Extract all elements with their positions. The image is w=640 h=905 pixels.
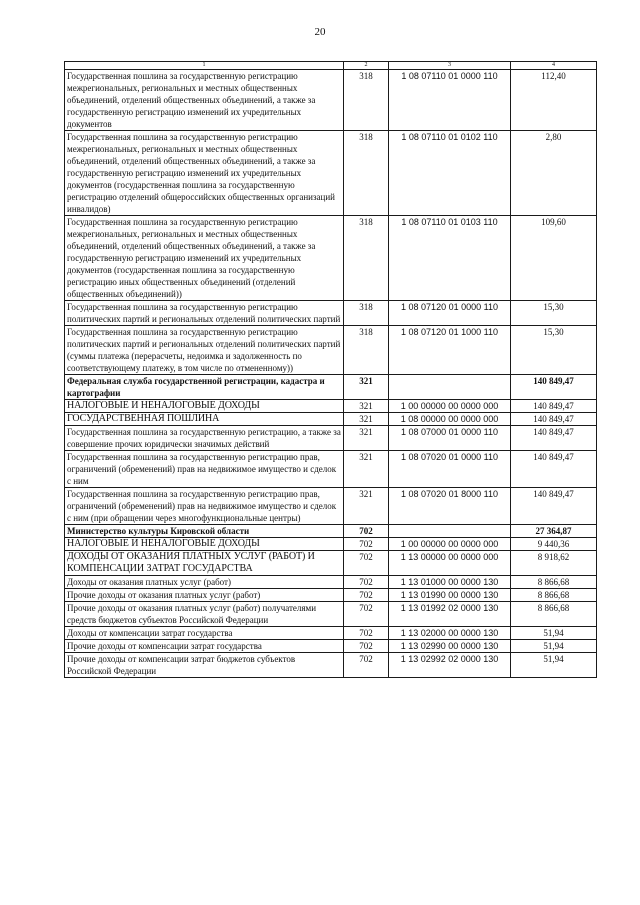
row-kbk-cell: 1 08 07110 01 0103 110 bbox=[389, 216, 511, 301]
table-row bbox=[65, 301, 597, 326]
row-name-cell: Государственная пошлина за государственную регистрацию межрегиональных, региональных и местных общественных объединений, отделений общественных объединений, а также за государственную регистрацию изменений их учредительных документов (государственная пошлина за государственную регистрацию иных общественных объединений (отделений общественных объединений)) bbox=[65, 216, 344, 301]
table-row bbox=[65, 640, 597, 653]
row-code-cell: 318 bbox=[344, 301, 389, 326]
row-kbk-cell: 1 13 02000 00 0000 130 bbox=[389, 627, 511, 640]
table-row bbox=[65, 326, 597, 375]
row-name-cell: Министерство культуры Кировской области bbox=[65, 525, 344, 538]
row-name-cell: ДОХОДЫ ОТ ОКАЗАНИЯ ПЛАТНЫХ УСЛУГ (РАБОТ) И КОМПЕНСАЦИИ ЗАТРАТ ГОСУДАРСТВА bbox=[65, 551, 344, 576]
row-kbk-cell: 1 08 07020 01 8000 110 bbox=[389, 488, 511, 525]
row-name-cell: Доходы от компенсации затрат государства bbox=[65, 627, 344, 640]
row-code-cell: 702 bbox=[344, 525, 389, 538]
row-sum-cell: 140 849,47 bbox=[511, 375, 597, 400]
table-row bbox=[65, 551, 597, 576]
row-sum-cell: 8 866,68 bbox=[511, 576, 597, 589]
row-kbk-cell: 1 13 00000 00 0000 000 bbox=[389, 551, 511, 576]
row-name-cell: Доходы от оказания платных услуг (работ) bbox=[65, 576, 344, 589]
row-name-cell: Государственная пошлина за государственную регистрацию политических партий и региональных отделений политических партий bbox=[65, 301, 344, 326]
row-sum-cell: 140 849,47 bbox=[511, 413, 597, 426]
column-header-sum: 4 bbox=[511, 62, 597, 70]
row-sum-cell: 15,30 bbox=[511, 301, 597, 326]
row-kbk-cell: 1 13 02990 00 0000 130 bbox=[389, 640, 511, 653]
row-name-cell: НАЛОГОВЫЕ И НЕНАЛОГОВЫЕ ДОХОДЫ bbox=[65, 400, 344, 413]
row-code-cell: 321 bbox=[344, 488, 389, 525]
row-kbk-cell: 1 08 07110 01 0102 110 bbox=[389, 131, 511, 216]
row-code-cell: 702 bbox=[344, 653, 389, 678]
row-kbk-cell: 1 08 07120 01 0000 110 bbox=[389, 301, 511, 326]
column-header-name: 1 bbox=[65, 62, 344, 70]
row-sum-cell: 51,94 bbox=[511, 627, 597, 640]
table-row bbox=[65, 451, 597, 488]
row-name-cell: Государственная пошлина за государственную регистрацию, а также за совершение прочих юридически значимых действий bbox=[65, 426, 344, 451]
column-header-code: 2 bbox=[344, 62, 389, 70]
row-name-cell: Прочие доходы от компенсации затрат бюджетов субъектов Российской Федерации bbox=[65, 653, 344, 678]
table-row bbox=[65, 576, 597, 589]
row-kbk-cell: 1 13 01990 00 0000 130 bbox=[389, 589, 511, 602]
row-kbk-cell bbox=[389, 525, 511, 538]
row-name-cell: Прочие доходы от компенсации затрат государства bbox=[65, 640, 344, 653]
row-sum-cell: 8 866,68 bbox=[511, 602, 597, 627]
row-kbk-cell: 1 13 01000 00 0000 130 bbox=[389, 576, 511, 589]
row-kbk-cell: 1 13 02992 02 0000 130 bbox=[389, 653, 511, 678]
row-code-cell: 318 bbox=[344, 216, 389, 301]
row-code-cell: 702 bbox=[344, 627, 389, 640]
table-row bbox=[65, 216, 597, 301]
revenue-table bbox=[64, 61, 597, 678]
table-row bbox=[65, 589, 597, 602]
table-row bbox=[65, 131, 597, 216]
row-sum-cell: 51,94 bbox=[511, 640, 597, 653]
row-sum-cell: 15,30 bbox=[511, 326, 597, 375]
page-number: 20 bbox=[314, 26, 326, 38]
row-code-cell: 321 bbox=[344, 413, 389, 426]
table-header-row bbox=[65, 62, 597, 70]
row-name-cell: Прочие доходы от оказания платных услуг (работ) bbox=[65, 589, 344, 602]
row-code-cell: 318 bbox=[344, 131, 389, 216]
row-name-cell: Государственная пошлина за государственную регистрацию межрегиональных, региональных и местных общественных объединений, отделений общественных объединений, а также за государственную регистрацию изменений их учредительных документов (государственная пошлина за государственную регистрацию отделений общероссийских общественных организаций инвалидов) bbox=[65, 131, 344, 216]
row-code-cell: 318 bbox=[344, 70, 389, 131]
row-name-cell: Государственная пошлина за государственную регистрацию межрегиональных, региональных и местных общественных объединений, отделений общественных объединений, а также за государственную регистрацию изменений их учредительных документов bbox=[65, 70, 344, 131]
row-code-cell: 702 bbox=[344, 551, 389, 576]
row-sum-cell: 140 849,47 bbox=[511, 451, 597, 488]
row-kbk-cell: 1 08 07120 01 1000 110 bbox=[389, 326, 511, 375]
row-sum-cell: 9 440,36 bbox=[511, 538, 597, 551]
row-code-cell: 318 bbox=[344, 326, 389, 375]
table-row bbox=[65, 538, 597, 551]
table-row bbox=[65, 375, 597, 400]
table-row bbox=[65, 653, 597, 678]
table-row bbox=[65, 70, 597, 131]
table-row bbox=[65, 400, 597, 413]
row-name-cell: Федеральная служба государственной регистрации, кадастра и картографии bbox=[65, 375, 344, 400]
row-kbk-cell: 1 08 07000 01 0000 110 bbox=[389, 426, 511, 451]
row-code-cell: 321 bbox=[344, 400, 389, 413]
table-row bbox=[65, 426, 597, 451]
row-sum-cell: 8 866,68 bbox=[511, 589, 597, 602]
column-header-kbk: 3 bbox=[389, 62, 511, 70]
row-name-cell: Государственная пошлина за государственную регистрацию прав, ограничений (обременений) прав на недвижимое имущество и сделок с ним (при обращении через многофункциональные центры) bbox=[65, 488, 344, 525]
row-name-cell: НАЛОГОВЫЕ И НЕНАЛОГОВЫЕ ДОХОДЫ bbox=[65, 538, 344, 551]
row-kbk-cell: 1 08 07020 01 0000 110 bbox=[389, 451, 511, 488]
table-row bbox=[65, 627, 597, 640]
row-sum-cell: 51,94 bbox=[511, 653, 597, 678]
row-sum-cell: 140 849,47 bbox=[511, 426, 597, 451]
row-sum-cell: 8 918,62 bbox=[511, 551, 597, 576]
row-kbk-cell bbox=[389, 375, 511, 400]
table-row bbox=[65, 602, 597, 627]
row-code-cell: 702 bbox=[344, 589, 389, 602]
row-sum-cell: 27 364,87 bbox=[511, 525, 597, 538]
table-row bbox=[65, 413, 597, 426]
row-code-cell: 702 bbox=[344, 640, 389, 653]
row-sum-cell: 2,80 bbox=[511, 131, 597, 216]
row-code-cell: 321 bbox=[344, 451, 389, 488]
row-name-cell: Прочие доходы от оказания платных услуг (работ) получателями средств бюджетов субъектов Российской Федерации bbox=[65, 602, 344, 627]
row-kbk-cell: 1 13 01992 02 0000 130 bbox=[389, 602, 511, 627]
row-code-cell: 702 bbox=[344, 576, 389, 589]
row-sum-cell: 112,40 bbox=[511, 70, 597, 131]
row-kbk-cell: 1 08 00000 00 0000 000 bbox=[389, 413, 511, 426]
row-code-cell: 702 bbox=[344, 538, 389, 551]
row-code-cell: 702 bbox=[344, 602, 389, 627]
row-name-cell: Государственная пошлина за государственную регистрацию прав, ограничений (обременений) прав на недвижимое имущество и сделок с ним bbox=[65, 451, 344, 488]
row-code-cell: 321 bbox=[344, 426, 389, 451]
table-row bbox=[65, 525, 597, 538]
row-name-cell: Государственная пошлина за государственную регистрацию политических партий и региональных отделений политических партий (суммы платежа (перерасчеты, недоимка и задолженность по соответствующему платежу, в том числе по отмененному)) bbox=[65, 326, 344, 375]
row-sum-cell: 109,60 bbox=[511, 216, 597, 301]
row-sum-cell: 140 849,47 bbox=[511, 488, 597, 525]
row-kbk-cell: 1 00 00000 00 0000 000 bbox=[389, 538, 511, 551]
row-sum-cell: 140 849,47 bbox=[511, 400, 597, 413]
row-code-cell: 321 bbox=[344, 375, 389, 400]
table-row bbox=[65, 488, 597, 525]
row-name-cell: ГОСУДАРСТВЕННАЯ ПОШЛИНА bbox=[65, 413, 344, 426]
row-kbk-cell: 1 08 07110 01 0000 110 bbox=[389, 70, 511, 131]
row-kbk-cell: 1 00 00000 00 0000 000 bbox=[389, 400, 511, 413]
